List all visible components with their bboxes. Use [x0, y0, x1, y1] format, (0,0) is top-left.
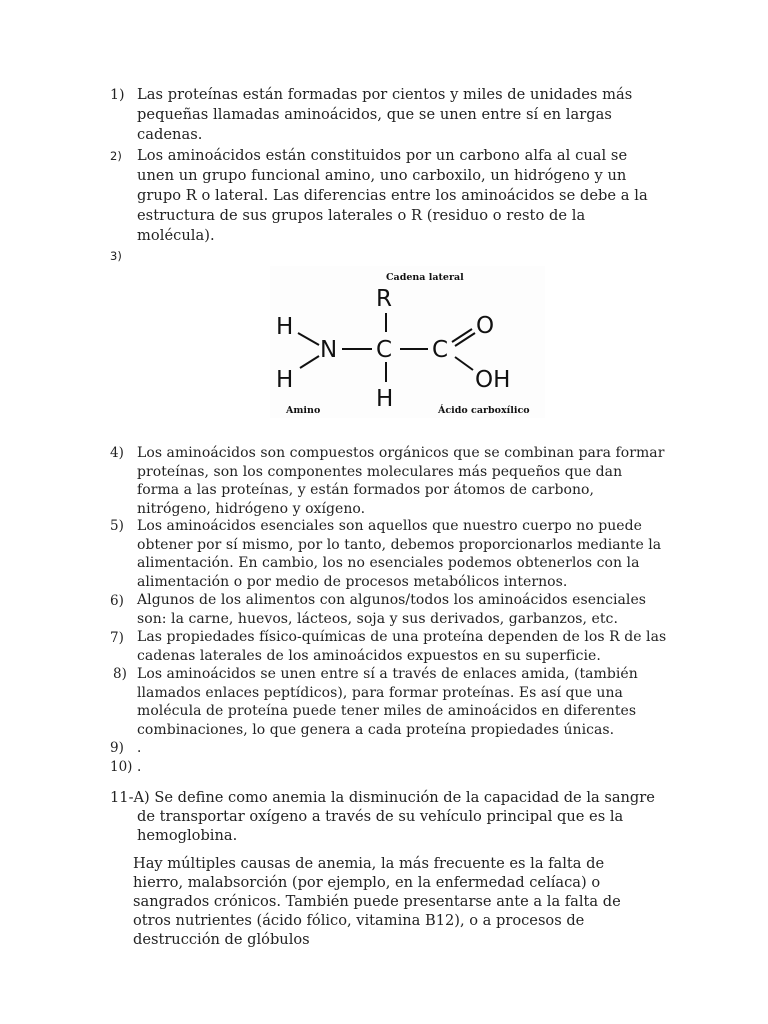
item-number-5: 5)	[110, 518, 124, 534]
atom-o: O	[476, 313, 495, 339]
item-text-1: Las proteínas están formadas por cientos y miles de unidades más pequeñas llamadas aminoácidos, que se unen entre sí en largas cadenas.	[137, 86, 633, 143]
item-text-2: Los aminoácidos están constituidos por un carbono alfa al cual se unen un grupo funcional amino, uno carboxilo, un hidrógeno y un grupo R o lateral. Las diferencias entre los aminoácidos se debe a la estructura de sus grupos laterales o R (residuo o resto de la molécula).	[137, 147, 648, 244]
atom-h-top: H	[276, 314, 294, 340]
amino-label: Amino	[286, 405, 321, 416]
amino-acid-diagram	[270, 266, 545, 418]
item-number-10: 10)	[110, 759, 133, 775]
bond-h-n-top	[298, 333, 319, 345]
atom-r: R	[376, 286, 392, 312]
section-11-definition	[110, 788, 670, 845]
carboxyl-label: Ácido carboxílico	[438, 405, 530, 416]
atom-n: N	[320, 337, 338, 363]
atom-h-alpha: H	[376, 386, 394, 412]
atom-oh: OH	[475, 367, 511, 393]
item-number-3: 3)	[110, 249, 122, 263]
section-11-paragraph: Hay múltiples causas de anemia, la más frecuente es la falta de hierro, malabsorción (por ejemplo, en la enfermedad celíaca) o sangrados crónicos. También puede presentarse ante a la falta de otros nutrientes (ácido fólico, vitamina B12), o a procesos de destrucción de glóbulos	[133, 855, 621, 948]
item-number-8: 8)	[113, 666, 127, 682]
bond-h-n-bottom	[300, 356, 319, 368]
item-number-1: 1)	[110, 87, 125, 103]
item-text-9: .	[137, 740, 142, 756]
item-text-8: Los aminoácidos se unen entre sí a través de enlaces amida, (también llamados enlaces peptídicos), para formar proteínas. Es así que una molécula de proteína puede tener miles de aminoácidos en diferentes combinaciones, lo que genera a cada proteína propiedades únicas.	[137, 666, 638, 738]
section-11-lead: 11-A) Se define como anemia la disminución de la capacidad de la sangre	[110, 789, 655, 806]
item-number-6: 6)	[110, 593, 124, 609]
item-number-2: 2)	[110, 149, 122, 163]
bond-c-o-1	[452, 329, 472, 342]
item-number-4: 4)	[110, 445, 124, 461]
atom-c-carboxyl: C	[432, 337, 449, 363]
item-number-9: 9)	[110, 740, 124, 756]
item-text-5: Los aminoácidos esenciales son aquellos que nuestro cuerpo no puede obtener por sí mismo, por lo tanto, debemos proporcionarlos mediante la alimentación. En cambio, los no esenciales podemos obtenerlos con la alimentación o por medio de procesos metabólicos internos.	[137, 518, 662, 590]
item-text-4: Los aminoácidos son compuestos orgánicos que se combinan para formar proteínas, son los componentes moleculares más pequeños que dan forma a las proteínas, y están formados por átomos de carbono, nitrógeno, hidrógeno y oxígeno.	[137, 445, 665, 517]
item-text-7: Las propiedades físico-químicas de una proteína dependen de los R de las cadenas laterales de los aminoácidos expuestos en su superficie.	[137, 629, 667, 664]
item-number-7: 7)	[110, 630, 124, 646]
bond-c-o-2	[455, 333, 475, 346]
side-chain-label: Cadena lateral	[386, 272, 464, 283]
item-text-6: Algunos de los alimentos con algunos/todos los aminoácidos esenciales son: la carne, huevos, lácteos, soja y sus derivados, garbanzos, etc.	[137, 592, 647, 627]
atom-c-alpha: C	[376, 337, 393, 363]
section-11-continuation: de transportar oxígeno a través de su vehículo principal que es la hemoglobina.	[137, 808, 624, 844]
atom-h-bottom: H	[276, 367, 294, 393]
item-text-10: .	[137, 759, 142, 775]
amino-acid-structure-figure	[270, 266, 545, 418]
bond-c-oh	[455, 357, 473, 370]
